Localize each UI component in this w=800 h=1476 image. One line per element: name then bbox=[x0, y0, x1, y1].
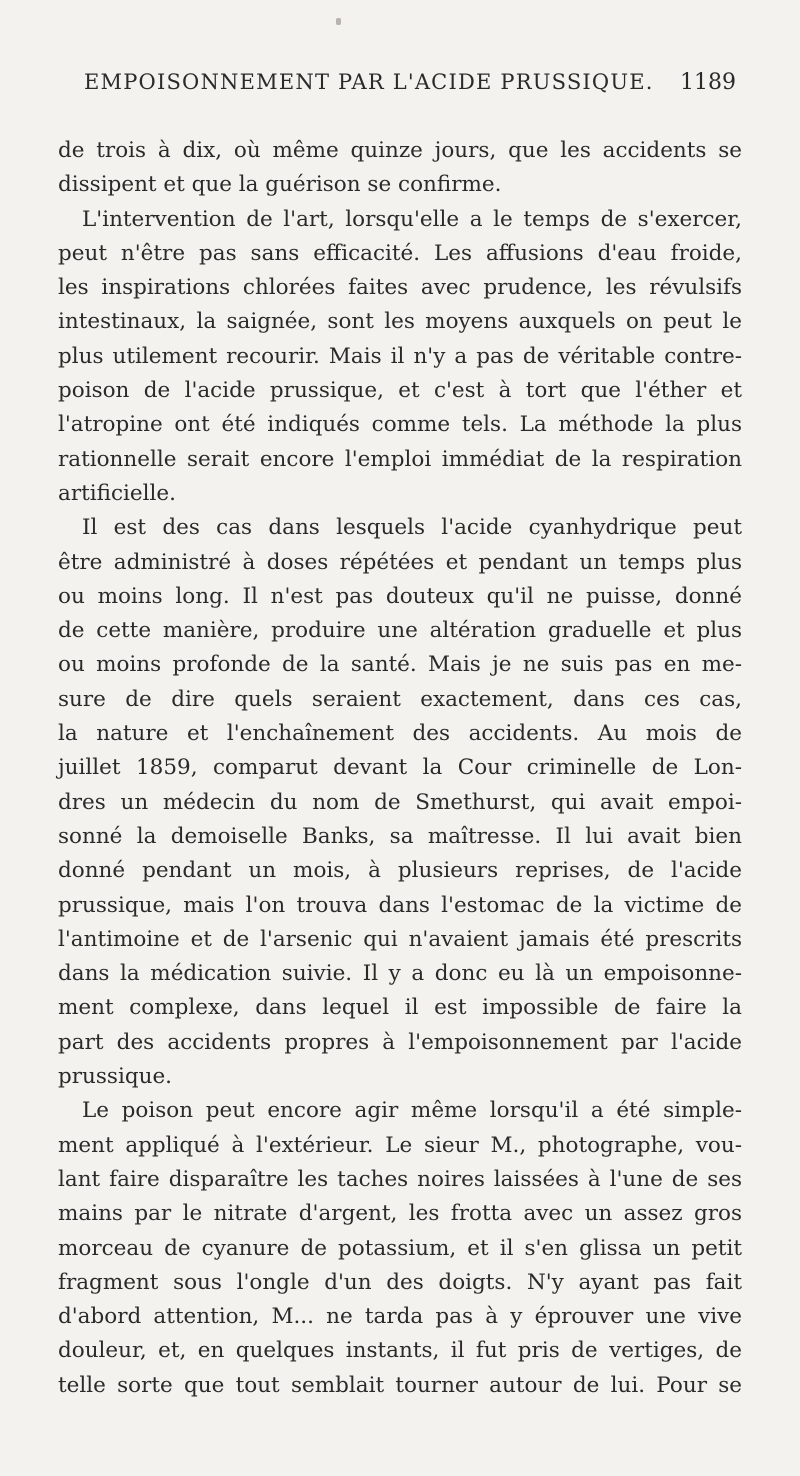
text-line: Il est des cas dans lesquels l'acide cyanhydrique peut bbox=[82, 515, 742, 541]
text-line: juillet 1859, comparut devant la Cour criminelle de Lon- bbox=[58, 755, 742, 781]
text-line: d'abord attention, M... ne tarda pas à y éprouver une vive bbox=[58, 1304, 742, 1330]
text-line: part des accidents propres à l'empoisonnement par l'acide bbox=[58, 1029, 742, 1055]
text-line: poison de l'acide prussique, et c'est à tort que l'éther et bbox=[58, 378, 742, 404]
text-line: artificielle. bbox=[58, 480, 176, 506]
text-line: de cette manière, produire une altération graduelle et plus bbox=[58, 618, 742, 644]
ink-speck bbox=[336, 18, 341, 25]
text-line: peut n'être pas sans efficacité. Les affusions d'eau froide, bbox=[58, 240, 742, 266]
text-line: être administré à doses répétées et pendant un temps plus bbox=[58, 549, 742, 575]
text-line: prussique, mais l'on trouva dans l'estomac de la victime de bbox=[58, 892, 742, 918]
text-line: douleur, et, en quelques instants, il fut pris de vertiges, de bbox=[58, 1338, 742, 1364]
text-line: ou moins profonde de la santé. Mais je ne suis pas en me- bbox=[58, 652, 742, 678]
text-line: intestinaux, la saignée, sont les moyens auxquels on peut le bbox=[58, 309, 742, 335]
text-line: ment complexe, dans lequel il est impossible de faire la bbox=[58, 995, 742, 1021]
text-line: dissipent et que la guérison se confirme. bbox=[58, 172, 502, 198]
page-header bbox=[84, 70, 736, 100]
page-number: 1189 bbox=[680, 70, 736, 95]
text-line: dres un médecin du nom de Smethurst, qui avait empoi- bbox=[58, 789, 742, 815]
text-line: ment appliqué à l'extérieur. Le sieur M., photographe, vou- bbox=[58, 1132, 742, 1158]
text-line: la nature et l'enchaînement des accidents. Au mois de bbox=[58, 721, 742, 747]
text-line: l'antimoine et de l'arsenic qui n'avaient jamais été prescrits bbox=[58, 926, 742, 952]
body-text bbox=[58, 134, 742, 1403]
text-line: mains par le nitrate d'argent, les frotta avec un assez gros bbox=[58, 1201, 742, 1227]
text-line: les inspirations chlorées faites avec prudence, les révulsifs bbox=[58, 275, 742, 301]
text-line: telle sorte que tout semblait tourner autour de lui. Pour se bbox=[58, 1372, 742, 1398]
text-line: donné pendant un mois, à plusieurs reprises, de l'acide bbox=[58, 858, 742, 884]
text-line: prussique. bbox=[58, 1064, 172, 1090]
text-line: Le poison peut encore agir même lorsqu'il a été simple- bbox=[82, 1098, 742, 1124]
text-line: lant faire disparaître les taches noires laissées à l'une de ses bbox=[58, 1166, 742, 1192]
text-line: sonné la demoiselle Banks, sa maîtresse. Il lui avait bien bbox=[58, 823, 742, 849]
text-line: rationnelle serait encore l'emploi immédiat de la respiration bbox=[58, 446, 742, 472]
text-line: plus utilement recourir. Mais il n'y a pas de véritable contre- bbox=[58, 343, 742, 369]
text-line: fragment sous l'ongle d'un des doigts. N'y ayant pas fait bbox=[58, 1269, 742, 1295]
running-title: EMPOISONNEMENT PAR L'ACIDE PRUSSIQUE. bbox=[84, 70, 654, 94]
text-line: l'atropine ont été indiqués comme tels. La méthode la plus bbox=[58, 412, 742, 438]
text-line: ou moins long. Il n'est pas douteux qu'il ne puisse, donné bbox=[58, 583, 742, 609]
text-line: morceau de cyanure de potassium, et il s'en glissa un petit bbox=[58, 1235, 742, 1261]
text-line: sure de dire quels seraient exactement, dans ces cas, bbox=[58, 686, 742, 712]
text-line: dans la médication suivie. Il y a donc eu là un empoisonne- bbox=[58, 961, 742, 987]
text-line: de trois à dix, où même quinze jours, que les accidents se bbox=[58, 138, 742, 163]
text-line: L'intervention de l'art, lorsqu'elle a le temps de s'exercer, bbox=[82, 206, 742, 232]
